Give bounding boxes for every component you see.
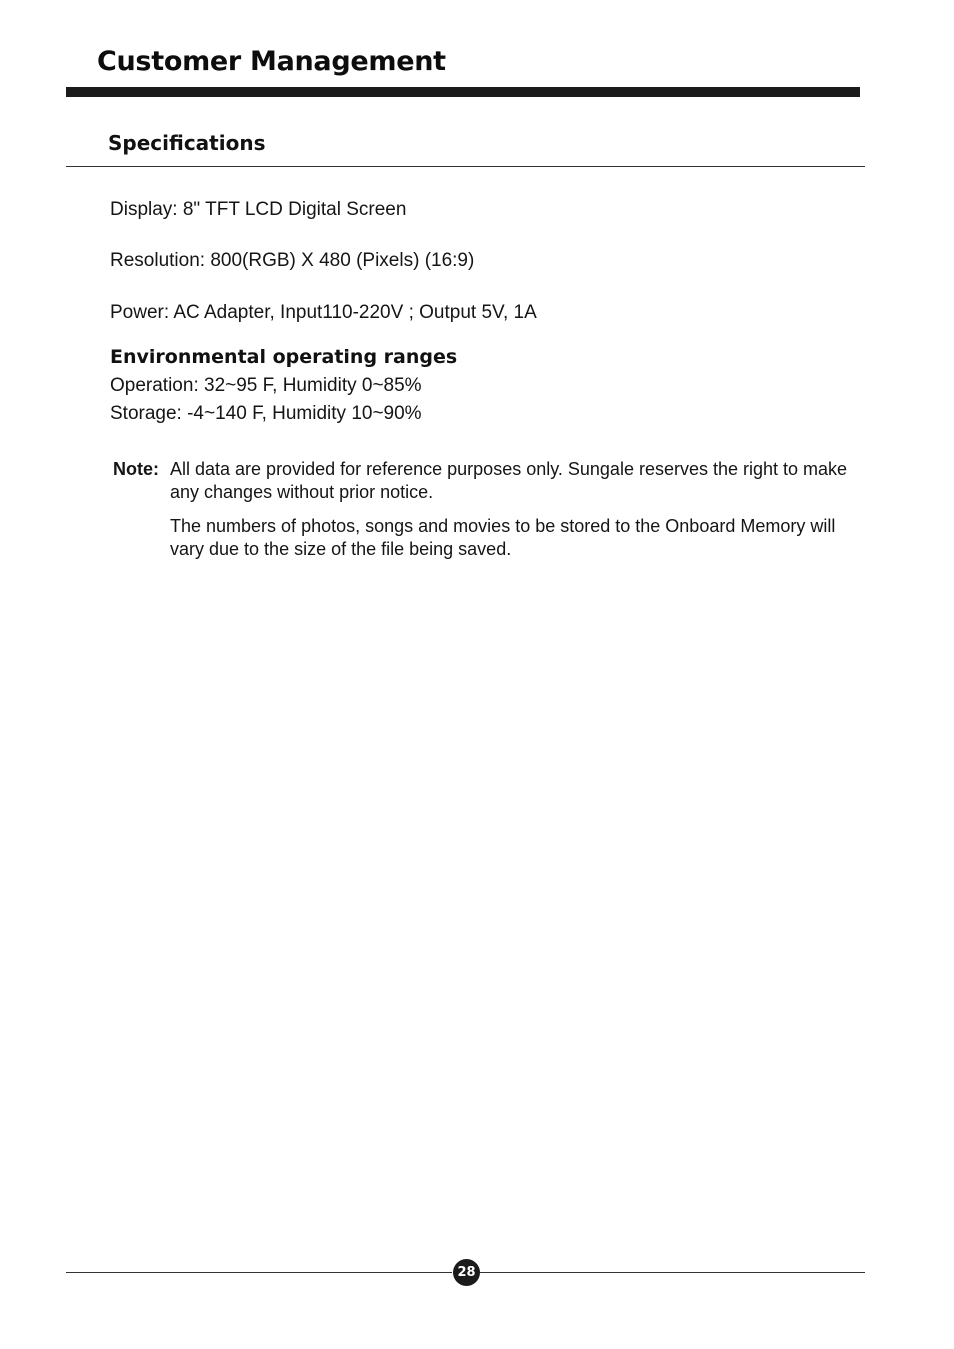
note-body [170,458,863,561]
section-divider [66,166,865,167]
environment-title: Environmental operating ranges [110,346,458,368]
note-paragraph: The numbers of photos, songs and movies to be stored to the Onboard Memory will vary due to the size of the file being saved. [170,516,836,559]
footer-rule-left [66,1272,452,1273]
title-bar [66,87,860,97]
section-title: Specifications [108,131,266,155]
spec-resolution: Resolution: 800(RGB) X 480 (Pixels) (16:9) [110,250,475,271]
spec-display: Display: 8" TFT LCD Digital Screen [110,199,407,220]
spec-power: Power: AC Adapter, Input110-220V ; Output 5V, 1A [110,302,537,323]
environment-operation: Operation: 32~95 F, Humidity 0~85% [110,375,422,396]
page-title: Customer Management [97,46,446,77]
environment-storage: Storage: -4~140 F, Humidity 10~90% [110,403,422,424]
note-block [113,458,863,572]
note-label: Note: [113,459,159,479]
footer-rule-right [480,1272,865,1273]
page-number-badge: 28 [453,1259,480,1286]
note-paragraph: All data are provided for reference purposes only. Sungale reserves the right to make any changes without prior notice. [170,459,848,502]
